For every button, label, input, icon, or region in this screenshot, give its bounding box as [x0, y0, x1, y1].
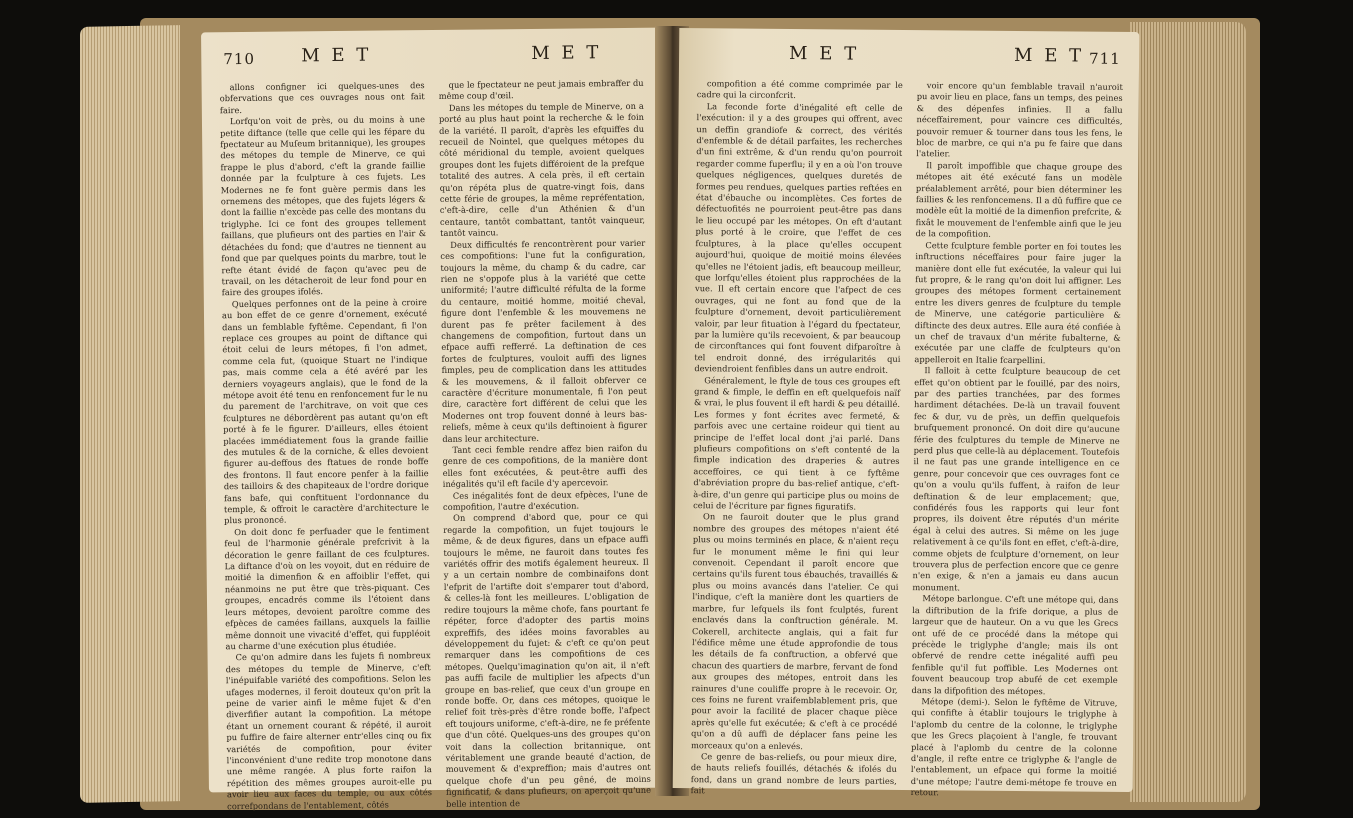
paragraph: On doit donc fe perfuader que le fentiment feul de l'harmonie générale prefcrivit à la décoration le genre faillant de ces fculptures. La diftance d'où on les voyoit, dut en réduire de moitié la dimenfion & en affoiblir l'effet, qui néanmoins ne put être que très-piquant. Ces groupes, encadrés comme ils l'étoient dans leurs métopes, devoient paroître comme des efpèces de camées faillans, auxquels la faillie même donnoit une vivacité d'effet, qui fuppléoit au charme d'une exécution plus étudiée. [224, 524, 431, 652]
paragraph: Métope (demi-). Selon le fyftême de Vitruve, qui confifte à établir toujours le triglyphe à l'aplomb du centre de la colonne, le triglyphe que les Grecs plaçoient à l'angle, fe trouvant placé à l'aplomb du centre de la colonne d'angle, il refte entre ce triglyphe & l'angle de l'entablement, un efpace qui forme la moitié d'une métope; l'autre demi-métope fe trouve en retour. [910, 696, 1118, 798]
paragraph: Il paroît impoffible que chaque groupe des métopes ait été exécuté fans un modèle préalablement arrêté, pour bien déterminer les faillies & les renfoncemens. Il a dû fuffire que ce modèle eût la moitié de la dimenfion prefcrite, & fixât le mouvement de l'enfemble ainfi que le jeu de la compofition. [915, 160, 1123, 240]
paragraph: Métope barlongue. C'eft une métope qui, dans la diftribution de la frife dorique, a plus de largeur que de hauteur. On a vu que les Grecs ont ufé de ce procédé dans la métope qui précède le triglyphe d'angle; mais ils ont obfervé de rendre cette inégalité auffi peu fenfible qu'il fut poffible. Les Modernes ont fouvent beaucoup trop abufé de cet exemple dans la difpofition des métopes. [911, 593, 1119, 696]
right-page [673, 28, 1140, 798]
paragraph: Ce qu'on admire dans les fujets fi nombreux des métopes du temple de Minerve, c'eft l'inépuifable variété des compofitions. Selon les ufages modernes, il feroit douteux qu'on prît la peine de varier ainfi le même fujet & d'en diverfifier autant la compofition. La métope étant un ornement courant & répété, il auroit pu fuffire de faire alterner entr'elles cinq ou fix variétés de compofition, pour éviter l'inconvénient d'une redite trop monotone dans une même rangée. A plus forte raifon la répétition des mêmes groupes auroit-elle pu avoir lieu aux faces du temple, ou aux côtés correfpondans de l'entablement, côtés [225, 650, 433, 811]
paragraph: On ne fauroit douter que le plus grand nombre des groupes des métopes n'aient été plus ou moins terminés en place, & n'aient reçu fur le monument même le fini qui leur convenoit. Cependant il paroît encore que certains qu'ils furent tous ébauchés, travaillés & plus ou moins avancés dans l'atelier. Ce qui l'indique, c'eft la manière dont les quartiers de marbre, fur lefquels ils font fculptés, furent enclavés dans la conftruction générale. M. Cokerell, architecte anglais, qui a fait fur l'édifice même une étude approfondie de tous les détails de fa conftruction, a obfervé que chacun des quartiers de marbre, fervant de fond aux groupes des métopes, entroit dans les rainures d'une couliffe propre à le recevoir. Or, ces foins ne furent vraifemblablement pris, que pour avoir la facilité de placer chaque pièce après qu'elle fut exécutée; & c'eft à ce procédé qu'on a dû auffi de déplacer fans peine les morceaux qu'on a enlevés. [691, 511, 900, 751]
paragraph: On comprend d'abord que, pour ce qui regarde la compofition, un fujet toujours le même, & de deux figures, dans un efpace auffi toujours le même, ne fauroit dans toutes fes variétés offrir des motifs également heureux. Il y a un certain nombre de combinaifons dont l'efprit de l'artifte doit s'emparer tout d'abord, & celles-là font les meilleures. L'obligation de redire toujours la même chofe, fans pourtant fe répéter, force d'adopter des partis moins expreffifs, des idées moins favorables au développement du fujet: & c'eft ce qu'on peut remarquer dans les compofitions de ces métopes. Quelqu'imagination qu'on ait, il n'eft pas auffi facile de multiplier les afpects d'un groupe en bas-relief, que ceux d'un groupe en ronde boffe. Or, dans ces métopes, quoique le relief foit très-près d'être ronde boffe, l'afpect eft toujours uniforme, c'eft-à-dire, ne fe préfente que d'un côté. Quelques-uns des groupes qu'on voit dans la collection britannique, ont véritablement une grande beauté d'action, de mouvement & d'expreffion; mais d'autres ont quelque chofe d'un peu gêné, de moins fignificatif, & dans plufieurs, on aperçoit qu'une belle intention de [443, 511, 652, 809]
paragraph: Cette fculpture femble porter en foi toutes les inftructions néceffaires pour faire juger la manière dont elle fut exécutée, la valeur qui lui fut propre, & le rang qu'on doit lui affigner. Les groupes des métopes forment certainement entre les divers genres de fculpture du temple de Minerve, une catégorie particulière & diftincte des deux autres. Elle aura été confiée à un chef de travaux d'un mérite fubalterne, & exécutée par une claffe de fculpteurs qu'on appelleroit en Italie fcarpellini. [914, 239, 1122, 365]
paragraph: Dans les métopes du temple de Minerve, on a porté au plus haut point la recherche & le foin de la variété. Il paroît, d'après les efquiffes du recueil de Nointel, que quelques métopes du côté méridional du temple, avoient quelques groupes dont les fujets différoient de la prefque totalité des autres. A cela près, il eft certain qu'on répéta plus de quatre-vingt fois, dans cette férie de groupes, la même repréfentation, c'eft-à-dire, celle d'un Athénien & d'un centaure, tantôt combattant, tantôt vainqueur, tantôt vaincu. [438, 100, 646, 239]
paragraph: compofition a été comme comprimée par le cadre qui la circonfcrit. [696, 78, 903, 101]
text-column-2 [910, 80, 1123, 798]
paragraph: Tant ceci femble rendre affez bien raifon du genre de ces compofitions, de la manière dont elles font exécutées, & peut-être auffi des inégalités qu'il eft facile d'y apercevoir. [442, 442, 648, 490]
paragraph: Il falloit à cette fculpture beaucoup de cet effet qu'on obtient par le fouillé, par des noirs, par des parties tranchées, par des formes hardiment détachées. De-là un travail fouvent fec & dur, vu de près, un deffin quelquefois brufquement prononcé. On doit dire qu'aucune férie des fculptures du temple de Minerve ne perd plus que celle-là au déplacement. Toutefois il ne faut pas une grande intelligence en ce genre, pour concevoir que ces ouvrages font ce qu'on a voulu qu'ils fuffent, à raifon de leur deftination & de leur emplacement; que, confidérés fous les rapports qui leur font propres, ils doivent être réputés d'un mérite égal à celui des autres. Si même on les juge relativement à ce qu'ils font en effet, c'eft-à-dire, comme objets de fculpture d'ornement, on leur trouvera plus de perfection encore que ce genre n'en exige, & n'en a jamais eu dans aucun monument. [912, 365, 1121, 593]
paragraph: Quelques perfonnes ont de la peine à croire au bon effet de ce genre d'ornement, exécuté dans un femblable fyftême. Cependant, fi l'on replace ces groupes au point de diftance qui étoit celui de leurs métopes, fi l'on admet, comme cela fut, (quoique Stuart ne l'indique pas, mais comme cela a été avéré par les derniers voyageurs anglais), que le fond de la métope avoit été tenu en renfoncement fur le nu du parement de l'architrave, on voit que ces fculptures ne débordèrent pas autant qu'on eft porté à fe le figurer. D'ailleurs, elles étoient placées immédiatement fous la grande faillie des mutules & de la corniche, & elles devoient figurer au-deffous des ftatues de ronde boffe des frontons. Il faut encore penfer à la faillie des tailloirs & des chapiteaux de l'ordre dorique fans bafe, qui conftituent l'ordonnance du temple, & offroit le caractère d'architecture le plus prononcé. [221, 296, 430, 526]
page-edges-left [80, 25, 180, 803]
paragraph: Généralement, le ftyle de tous ces groupes eft grand & fimple, le deffin en eft quelquefois naïf & vrai, le plus fouvent il eft hardi & peu détaillé. Les formes y font écrites avec fermeté, & parfois avec une certaine roideur qui tient au principe de l'effet local dont j'ai parlé. Dans plufieurs compofitions on s'eft contenté de la fimple indication des draperies & autres acceffoires, ce qui tient à ce fyftême d'abréviation propre du bas-relief antique, c'eft-à-dire, d'un genre qui participe plus ou moins de celui de l'écriture par fignes figuratifs. [693, 374, 901, 512]
paragraph: que le fpectateur ne peut jamais embraffer du même coup d'œil. [438, 77, 644, 102]
paragraph: Lorfqu'on voit de près, ou du moins à une petite diftance (telle que celle qui les fépare du fpectateur au Muſeum britannique), les groupes des métopes du temple de Minerve, ce qui frappe le plus d'abord, c'eft la grande faillie donnée par la fculpture à ces fujets. Les Modernes ne fe font guère permis dans les ornemens des métopes, que des fujets légers & dont la faillie n'excède pas celle des montans du triglyphe. Ici ce font des groupes tellement faillans, que plufieurs ont des parties en l'air & détachées du fond; que d'autres ne tiennent au fond que par quelques points du marbre, tout le refte étant évidé de façon qu'avec peu de travail, on les détacheroit de leur fond pour en faire des groupes ifolés. [220, 114, 427, 298]
paragraph: allons configner ici quelques-unes des obfervations que ces ouvrages nous ont fait faire. [219, 80, 425, 116]
text-column-2 [438, 77, 652, 809]
right-running-head [679, 42, 1139, 76]
text-column-1 [690, 78, 903, 796]
headword: M E T [1014, 44, 1085, 67]
paragraph: Deux difficultés fe rencontrèrent pour varier ces compofitions: l'une fut la configuration, toujours la même, du champ & du cadre, car rien ne s'oppofe plus à la variété que cette uniformité; l'autre difficulté réfulta de la forme du centaure, moitié homme, moitié cheval, figure dont l'enfemble & les mouvemens ne durent pas fe prêter facilement à des changemens de compofition, furtout dans un efpace auffi refferré. La deftination de ces fortes de fculptures, vouloit auffi des lignes fimples, peu de complication dans les attitudes & les mouvemens, & il falloit obferver ce caractère d'écriture monumentale, fi l'on peut dire, caractère fort différent de celui que les Modernes ont trop fouvent donné à leurs bas-reliefs, même à ceux qu'ils deftinoient à figurer dans leur architecture. [440, 237, 648, 444]
text-columns [219, 77, 652, 811]
left-running-head [201, 42, 659, 77]
headword: M E T [301, 44, 372, 67]
paragraph: Ce genre de bas-reliefs, ou pour mieux dire, de hauts reliefs fouillés, détachés & ifolés du fond, dans un grand nombre de leurs parties, fait [690, 751, 898, 796]
headword: M E T [531, 42, 602, 64]
page-edges-right [1130, 22, 1246, 802]
page-number: 711 [1088, 49, 1121, 68]
text-column-1 [219, 80, 433, 811]
page-number: 710 [223, 49, 256, 69]
headword: M E T [789, 42, 860, 65]
paragraph: Ces inégalités font de deux efpèces, l'une de compofition, l'autre d'exécution. [442, 488, 648, 512]
paragraph: voir encore qu'un femblable travail n'auroit pu avoir lieu en place, fans un temps, des peines & des dépenfes infinies. Il a fallu néceffairement, pour vaincre ces difficultés, pouvoir remuer & tourner dans tous les fens, le bloc de marbre, ce qui n'a pu fe faire que dans l'atelier. [916, 80, 1123, 159]
text-columns [690, 78, 1123, 798]
left-page [201, 28, 667, 811]
paragraph: La feconde forte d'inégalité eft celle de l'exécution: il y a des groupes qui offrent, avec un deffin grandiofe & correct, des vérités d'enfemble & de détail parfaites, les recherches d'un fini extrême, & d'un rendu qu'on pourroit regarder comme fuperflu; il y en a où l'on trouve quelques négligences, quelques duretés de formes peu rendues, quelques parties reftées en état d'ébauche ou incomplètes. Ces fortes de défectuofités ne pourroient peut-être pas dans le lieu occupé par les métopes. On eft d'autant plus porté à le croire, que l'effet de ces fculptures, à la place qu'elles occupent aujourd'hui, quoique de moitié moins élevées qu'elles ne l'étoient jadis, eft beaucoup meilleur, que lorfqu'elles étoient plus rapprochées de la vue. Il eft certain encore que l'afpect de ces ouvrages, qui ne font au fond que de la fculpture d'ornement, devoit particulièrement valoir, par leur fituation à l'égard du fpectateur, par la lumière qu'ils recevoient, & par beaucoup de circonftances qui font fouvent difparoître à tel endroit donné, des irrégularités qui deviendroient fenfibles dans un autre endroit. [694, 101, 903, 375]
